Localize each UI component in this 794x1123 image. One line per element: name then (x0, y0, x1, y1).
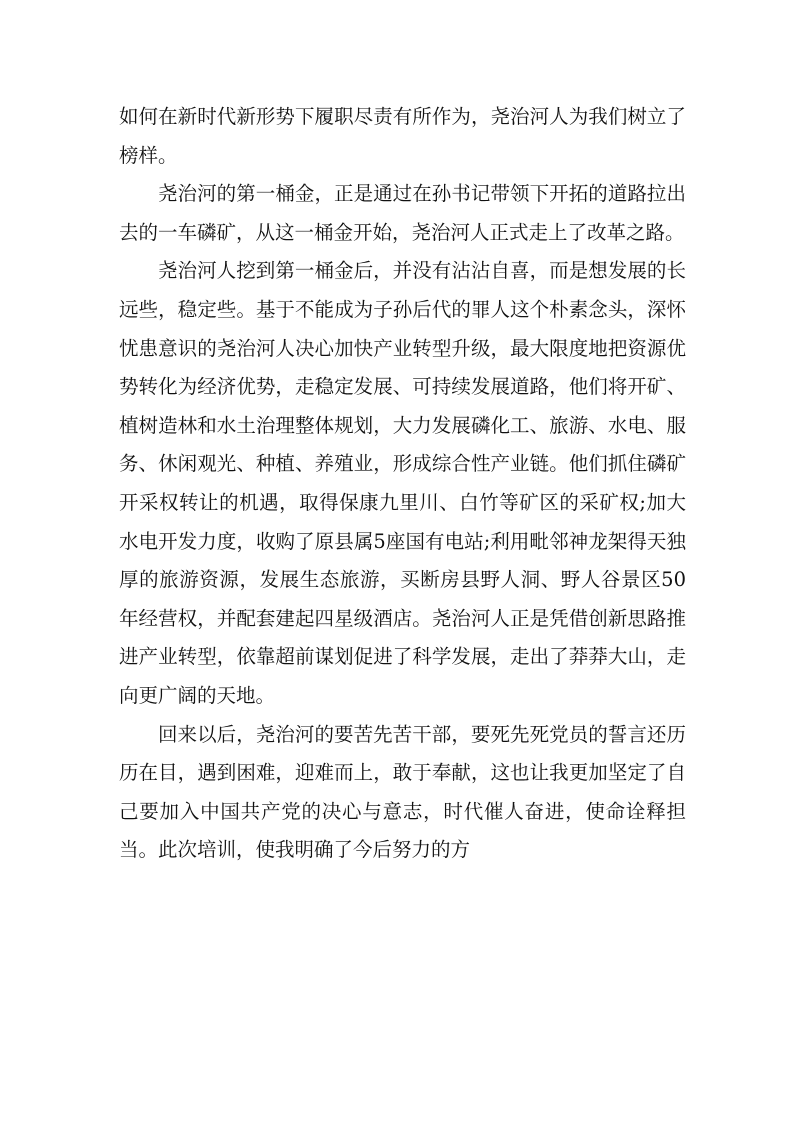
paragraph-reflection: 回来以后，尧治河的要苦先苦干部，要死先死党员的誓言还历历在目，遇到困难，迎难而上，敢于奉献，这也让我更加坚定了自己要加入中国共产党的决心与意志，时代催人奋进，使命诠释担当。此次培训，使我明确了今后努力的方 (119, 722, 686, 862)
paragraph-intro: 如何在新时代新形势下履职尽责有所作为，尧治河人为我们树立了榜样。 (119, 105, 686, 167)
document-body (119, 98, 686, 870)
paragraph-industry-transformation: 尧治河人挖到第一桶金后，并没有沾沾自喜，而是想发展的长远些，稳定些。基于不能成为子孙后代的罪人这个朴素念头，深怀忧患意识的尧治河人决心加快产业转型升级，最大限度地把资源优势转化为经济优势，走稳定发展、可持续发展道路，他们将开矿、植树造林和水土治理整体规划，大力发展磷化工、旅游、水电、服务、休闲观光、种植、养殖业，形成综合性产业链。他们抓住磷矿开采权转让的机遇，取得保康九里川、白竹等矿区的采矿权;加大水电开发力度，收购了原县属5座国有电站;利用毗邻神龙架得天独厚的旅游资源，发展生态旅游，买断房县野人洞、野人谷景区50年经营权，并配套建起四星级酒店。尧治河人正是凭借创新思路推进产业转型，依靠超前谋划促进了科学发展，走出了莽莽大山，走向更广阔的天地。 (119, 259, 686, 707)
paragraph-first-bucket: 尧治河的第一桶金，正是通过在孙书记带领下开拓的道路拉出去的一车磷矿，从这一桶金开始，尧治河人正式走上了改革之路。 (119, 182, 686, 244)
